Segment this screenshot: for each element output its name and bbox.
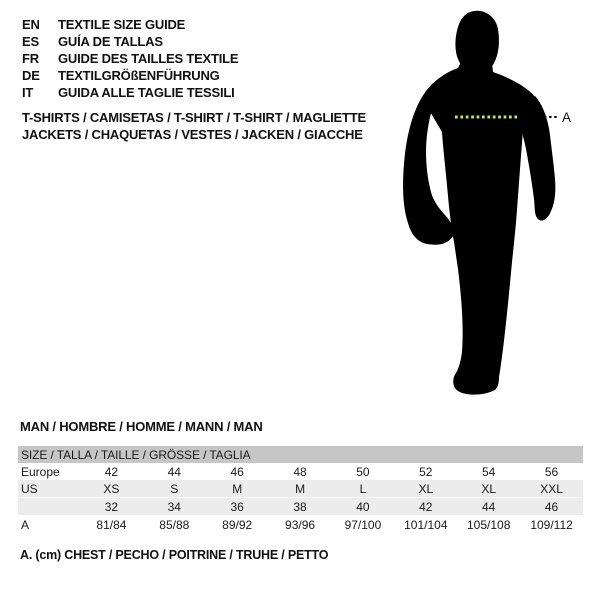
- language-label: TEXTILGRÖßENFÜHRUNG: [58, 68, 220, 83]
- cell: 38: [269, 498, 332, 516]
- cell: XL: [394, 480, 457, 498]
- cell: 32: [80, 498, 143, 516]
- table-row-intl: [18, 498, 583, 516]
- language-code: EN: [22, 17, 40, 32]
- language-label: GUIDE DES TAILLES TEXTILE: [58, 51, 239, 66]
- table-row-europe: [18, 463, 583, 480]
- cell: 93/96: [285, 517, 316, 532]
- language-row: [22, 50, 238, 67]
- cell: 52: [419, 464, 433, 479]
- language-code: IT: [22, 85, 34, 100]
- table-row-us: [18, 480, 583, 498]
- section-title-man: MAN / HOMBRE / HOMME / MANN / MAN: [20, 419, 263, 434]
- cell: XXL: [520, 480, 583, 498]
- cell: M: [206, 480, 269, 498]
- cell: XS: [80, 480, 143, 498]
- cell: S: [143, 480, 206, 498]
- cell: 50: [356, 464, 370, 479]
- size-table: [18, 446, 583, 534]
- language-label: GUÍA DE TALLAS: [58, 34, 163, 49]
- language-label: GUIDA ALLE TAGLIE TESSILI: [58, 85, 235, 100]
- cell: L: [332, 480, 395, 498]
- cell: 56: [544, 464, 559, 479]
- language-label: TEXTILE SIZE GUIDE: [58, 17, 186, 32]
- cell: 89/92: [222, 517, 253, 532]
- cell: 36: [206, 498, 269, 516]
- category-line-tshirts: T-SHIRTS / CAMISETAS / T-SHIRT / T-SHIRT / MAGLIETTE: [22, 110, 366, 125]
- row-label: US: [18, 480, 80, 498]
- size-table-header-row: [18, 446, 583, 463]
- cell: 42: [104, 464, 119, 479]
- cell: 97/100: [344, 517, 382, 532]
- language-code: FR: [22, 51, 39, 66]
- language-row: [22, 33, 238, 50]
- silhouette-right-arm: [520, 96, 555, 221]
- row-label: [18, 498, 80, 516]
- cell: 34: [143, 498, 206, 516]
- category-line-jackets: JACKETS / CHAQUETAS / VESTES / JACKEN / GIACCHE: [22, 127, 363, 142]
- language-row: [22, 67, 238, 84]
- footnote-chest: A. (cm) CHEST / PECHO / POITRINE / TRUHE / PETTO: [20, 548, 329, 562]
- language-code: DE: [22, 68, 40, 83]
- cell: 105/108: [466, 517, 511, 532]
- cell: M: [269, 480, 332, 498]
- cell: 46: [520, 498, 583, 516]
- language-row: [22, 84, 238, 101]
- language-row: [22, 16, 238, 33]
- cell: 40: [332, 498, 395, 516]
- cell: 44: [457, 498, 520, 516]
- cell: 46: [230, 464, 244, 479]
- row-label: Europe: [21, 464, 60, 479]
- row-label: A: [21, 517, 30, 532]
- cell: 85/88: [159, 517, 190, 532]
- cell: 101/104: [404, 517, 448, 532]
- cell: 81/84: [96, 517, 127, 532]
- category-list: [22, 109, 366, 143]
- cell: 44: [167, 464, 181, 479]
- table-row-chest: [18, 515, 583, 534]
- cell: 109/112: [530, 517, 573, 532]
- man-silhouette-figure: [396, 8, 576, 400]
- language-code: ES: [22, 34, 39, 49]
- cell: 42: [394, 498, 457, 516]
- size-table-header: SIZE / TALLA / TAILLE / GRÖSSE / TAGLIA: [18, 446, 583, 463]
- cell: 54: [482, 464, 496, 479]
- cell: 48: [293, 464, 307, 479]
- measure-label-a: A: [562, 110, 572, 125]
- cell: XL: [457, 480, 520, 498]
- language-legend: [22, 16, 238, 101]
